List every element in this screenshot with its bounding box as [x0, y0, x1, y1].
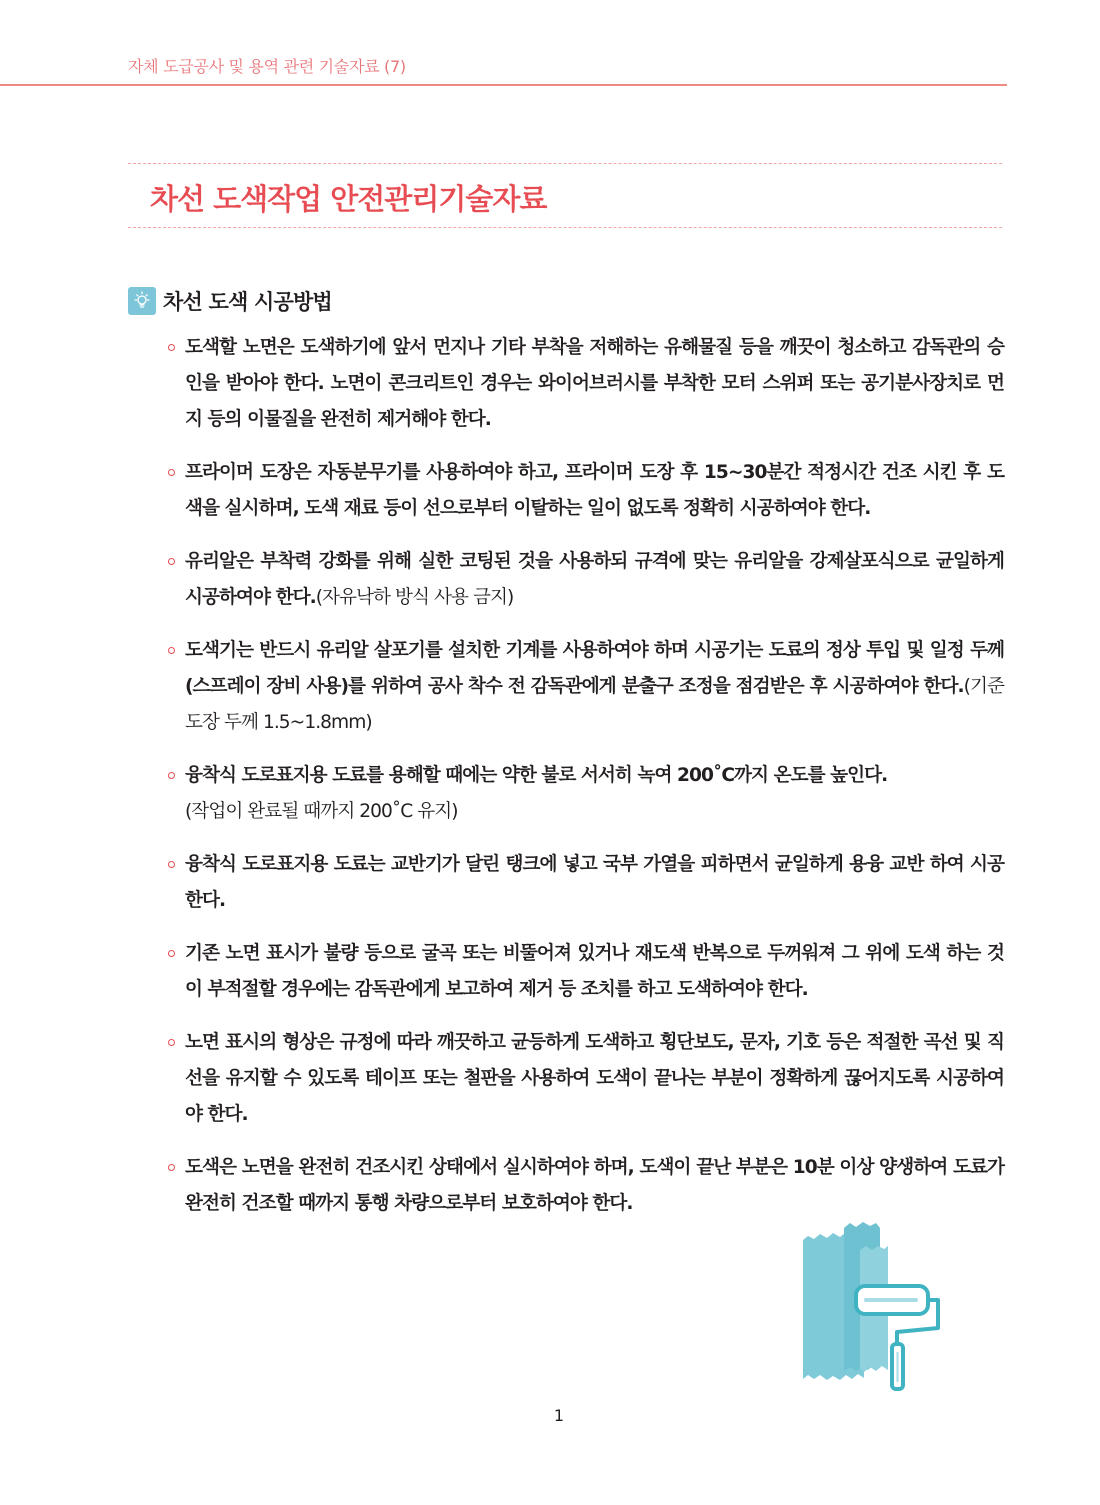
lightbulb-icon	[128, 287, 156, 315]
bullet-icon	[168, 772, 175, 779]
paint-roller-icon	[800, 1220, 950, 1399]
list-item	[168, 847, 1004, 919]
section-title: 차선 도색 시공방법	[163, 290, 332, 314]
list-item	[168, 936, 1004, 1008]
bullet-icon	[168, 1164, 175, 1171]
bullet-icon	[168, 558, 175, 565]
bullet-icon	[168, 344, 175, 351]
item-text: 도색할 노면은 도색하기에 앞서 먼지나 기타 부착을 저해하는 유해물질 등을 깨끗이 청소하고 감독관의 승인을 받아야 한다. 노면이 콘크리트인 경우는 와이어브러시를 부착한 모터 스위퍼 또는 공기분사장치로 먼지 등의 이물질을 완전히 제거해야 한다.	[185, 337, 1004, 430]
header-rule	[0, 84, 1007, 86]
bullet-icon	[168, 469, 175, 476]
list-item	[168, 455, 1004, 527]
list-item	[168, 330, 1004, 438]
bullet-icon	[168, 861, 175, 868]
list-item	[168, 1025, 1004, 1133]
item-text: 기존 노면 표시가 불량 등으로 굴곡 또는 비뚤어져 있거나 재도색 반복으로 두꺼워져 그 위에 도색 하는 것이 부적절할 경우에는 감독관에게 보고하여 제거 등 조치를 하고 도색하여야 한다.	[185, 943, 1004, 1000]
page-title: 차선 도색작업 안전관리기술자료	[150, 182, 547, 216]
item-text: 유리알은 부착력 강화를 위해 실한 코팅된 것을 사용하되 규격에 맞는 유리알을 강제살포식으로 균일하게 시공하여야 한다.	[185, 551, 1004, 608]
title-bottom-divider	[128, 227, 1002, 228]
item-text: 도색은 노면을 완전히 건조시킨 상태에서 실시하여야 하며, 도색이 끝난 부분은 10분 이상 양생하여 도료가 완전히 건조할 때까지 통행 차량으로부터 보호하여야 한다.	[185, 1157, 1004, 1214]
title-top-divider	[128, 163, 1002, 164]
list-item	[168, 758, 1004, 830]
item-note: (기준 도장 두께 1.5~1.8mm)	[185, 676, 1004, 733]
item-text: 노면 표시의 형상은 규정에 따라 깨끗하고 균등하게 도색하고 횡단보도, 문자, 기호 등은 적절한 곡선 및 직선을 유지할 수 있도록 테이프 또는 철판을 사용하여 도색이 끝나는 부분이 정확하게 끊어지도록 시공하여야 한다.	[185, 1032, 1004, 1125]
item-text: 프라이머 도장은 자동분무기를 사용하여야 하고, 프라이머 도장 후 15~30분간 적정시간 건조 시킨 후 도색을 실시하며, 도색 재료 등이 선으로부터 이탈하는 일이 없도록 정확히 시공하여야 한다.	[185, 462, 1004, 519]
item-note: (작업이 완료될 때까지 200˚C 유지)	[185, 801, 458, 822]
list-item	[168, 633, 1004, 741]
bullet-icon	[168, 950, 175, 957]
item-text: 융착식 도로표지용 도료를 용해할 때에는 약한 불로 서서히 녹여 200˚C까지 온도를 높인다.	[185, 765, 888, 786]
method-list	[168, 330, 1004, 1239]
bullet-icon	[168, 1039, 175, 1046]
item-note: (자유낙하 방식 사용 금지)	[315, 587, 514, 608]
item-text: 도색기는 반드시 유리알 살포기를 설치한 기계를 사용하여야 하며 시공기는 도료의 정상 투입 및 일정 두께(스프레이 장비 사용)를 위하여 공사 착수 전 감독관에게 분출구 조정을 점검받은 후 시공하여야 한다.	[185, 640, 1004, 697]
list-item	[168, 1150, 1004, 1222]
running-header: 자체 도급공사 및 용역 관련 기술자료 (7)	[128, 57, 406, 76]
list-item	[168, 544, 1004, 616]
bullet-icon	[168, 647, 175, 654]
page-number: 1	[553, 1406, 565, 1425]
section-heading	[128, 286, 332, 316]
item-text: 융착식 도로표지용 도료는 교반기가 달린 탱크에 넣고 국부 가열을 피하면서 균일하게 용융 교반 하여 시공한다.	[185, 854, 1004, 911]
